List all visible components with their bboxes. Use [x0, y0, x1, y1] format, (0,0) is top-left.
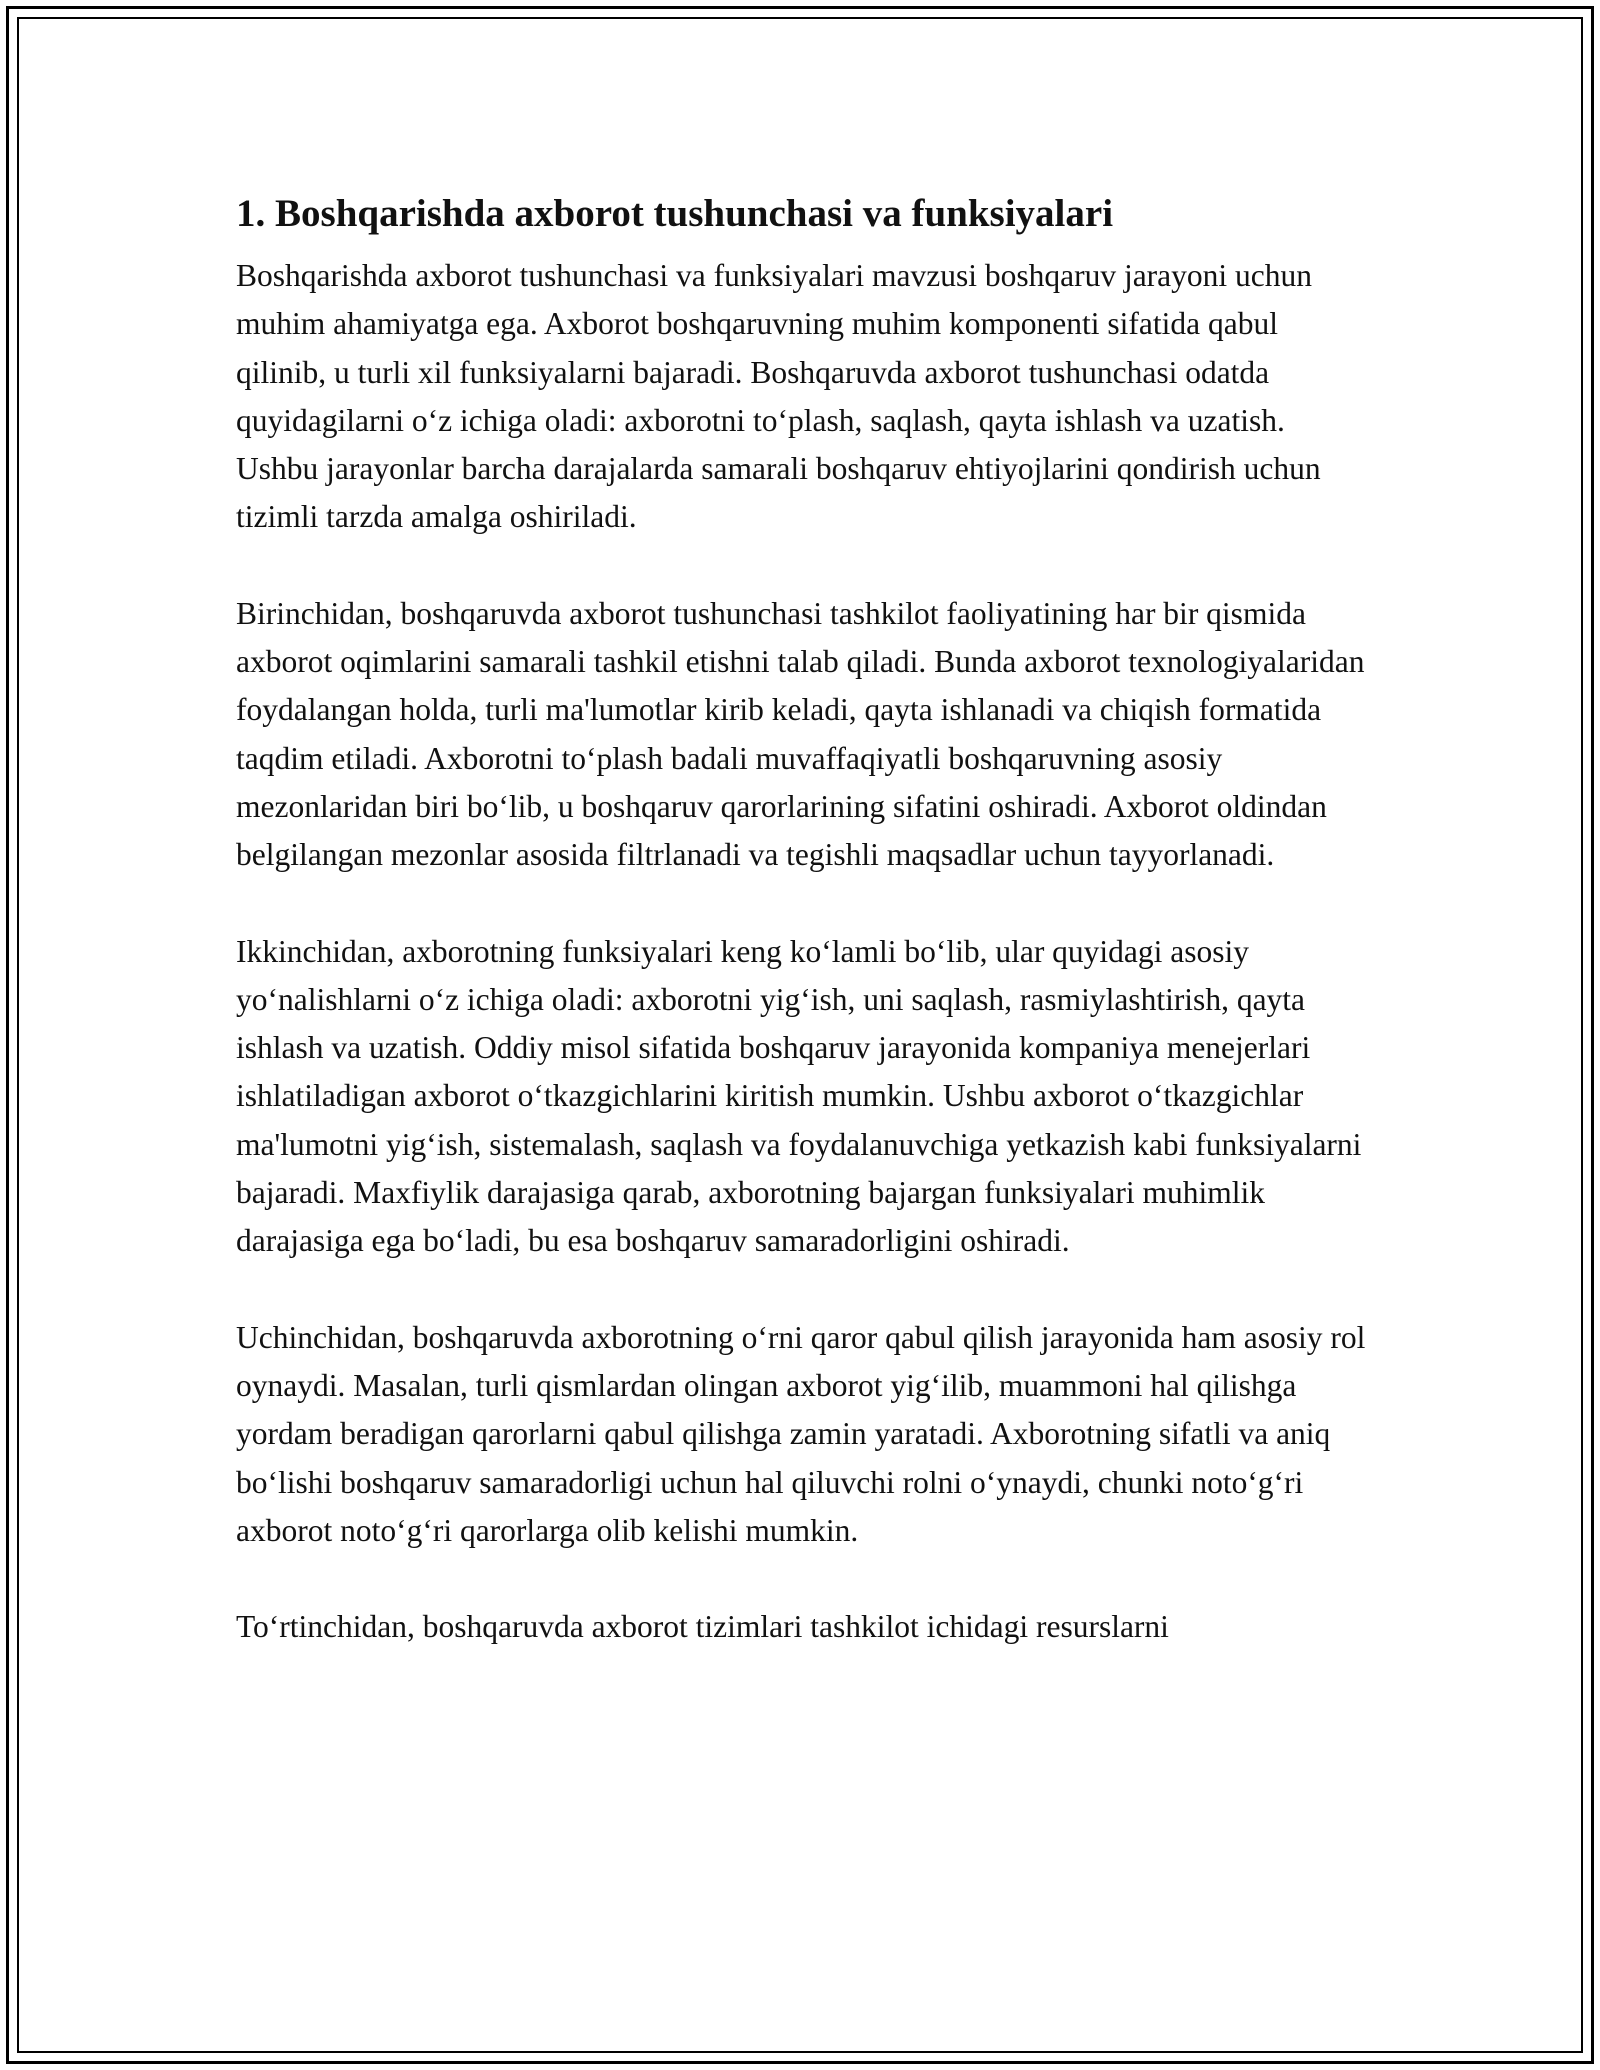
paragraph-third-point: Uchinchidan, boshqaruvda axborotning o‘rni qaror qabul qilish jarayonida ham asosiy rol oynaydi. Masalan, turli qismlardan olingan axborot yig‘ilib, muammoni hal qilishga yordam beradigan qarorlarni qabul qilishga zamin yaratadi. Axborotning sifatli va aniq bo‘lishi boshqaruv samaradorligi uchun hal qiluvchi rolni o‘ynaydi, chunki noto‘g‘ri axborot noto‘g‘ri qarorlarga olib kelishi mumkin.: [236, 1319, 1366, 1548]
paragraph-second-point: Ikkinchidan, axborotning funksiyalari keng ko‘lamli bo‘lib, ular quyidagi asosiy yo‘nalishlarni o‘z ichiga oladi: axborotni yig‘ish, uni saqlash, rasmiylashtirish, qayta ishlash va uzatish. Oddiy misol sifatida boshqaruv jarayonida kompaniya menejerlari ishlatiladigan axborot o‘tkazgichlarini kiritish mumkin. Ushbu axborot o‘tkazgichlar ma'lumotni yig‘ish, sistemalash, saqlash va foydalanuvchiga yetkazish kabi funksiyalarni bajaradi. Maxfiylik darajasiga qarab, axborotning bajargan funksiyalari muhimlik darajasiga ega bo‘ladi, bu esa boshqaruv samaradorligini oshiradi.: [236, 933, 1362, 1259]
paragraph-fourth-point: To‘rtinchidan, boshqaruvda axborot tizimlari tashkilot ichidagi resurslarni: [236, 1609, 1169, 1645]
paragraph-intro: Boshqarishda axborot tushunchasi va funksiyalari mavzusi boshqaruv jarayoni uchun muhim ahamiyatga ega. Axborot boshqaruvning muhim komponenti sifatida qabul qilinib, u turli xil funksiyalarni bajaradi. Boshqaruvda axborot tushunchasi odatda quyidagilarni o‘z ichiga oladi: axborotni to‘plash, saqlash, qayta ishlash va uzatish. Ushbu jarayonlar barcha darajalarda samarali boshqaruv ehtiyojlarini qondirish uchun tizimli tarzda amalga oshiriladi.: [236, 258, 1321, 535]
page-title: 1. Boshqarishda axborot tushunchasi va funksiyalari: [236, 192, 1114, 235]
paragraph-first-point: Birinchidan, boshqaruvda axborot tushunchasi tashkilot faoliyatining har bir qismida axborot oqimlarini samarali tashkil etishni talab qiladi. Bunda axborot texnologiyalaridan foydalangan holda, turli ma'lumotlar kirib keladi, qayta ishlanadi va chiqish formatida taqdim etiladi. Axborotni to‘plash badali muvaffaqiyatli boshqaruvning asosiy mezonlaridan biri bo‘lib, u boshqaruv qarorlarining sifatini oshiradi. Axborot oldindan belgilangan mezonlar asosida filtrlanadi va tegishli maqsadlar uchun tayyorlanadi.: [236, 595, 1365, 873]
document-body: [236, 186, 1366, 1699]
